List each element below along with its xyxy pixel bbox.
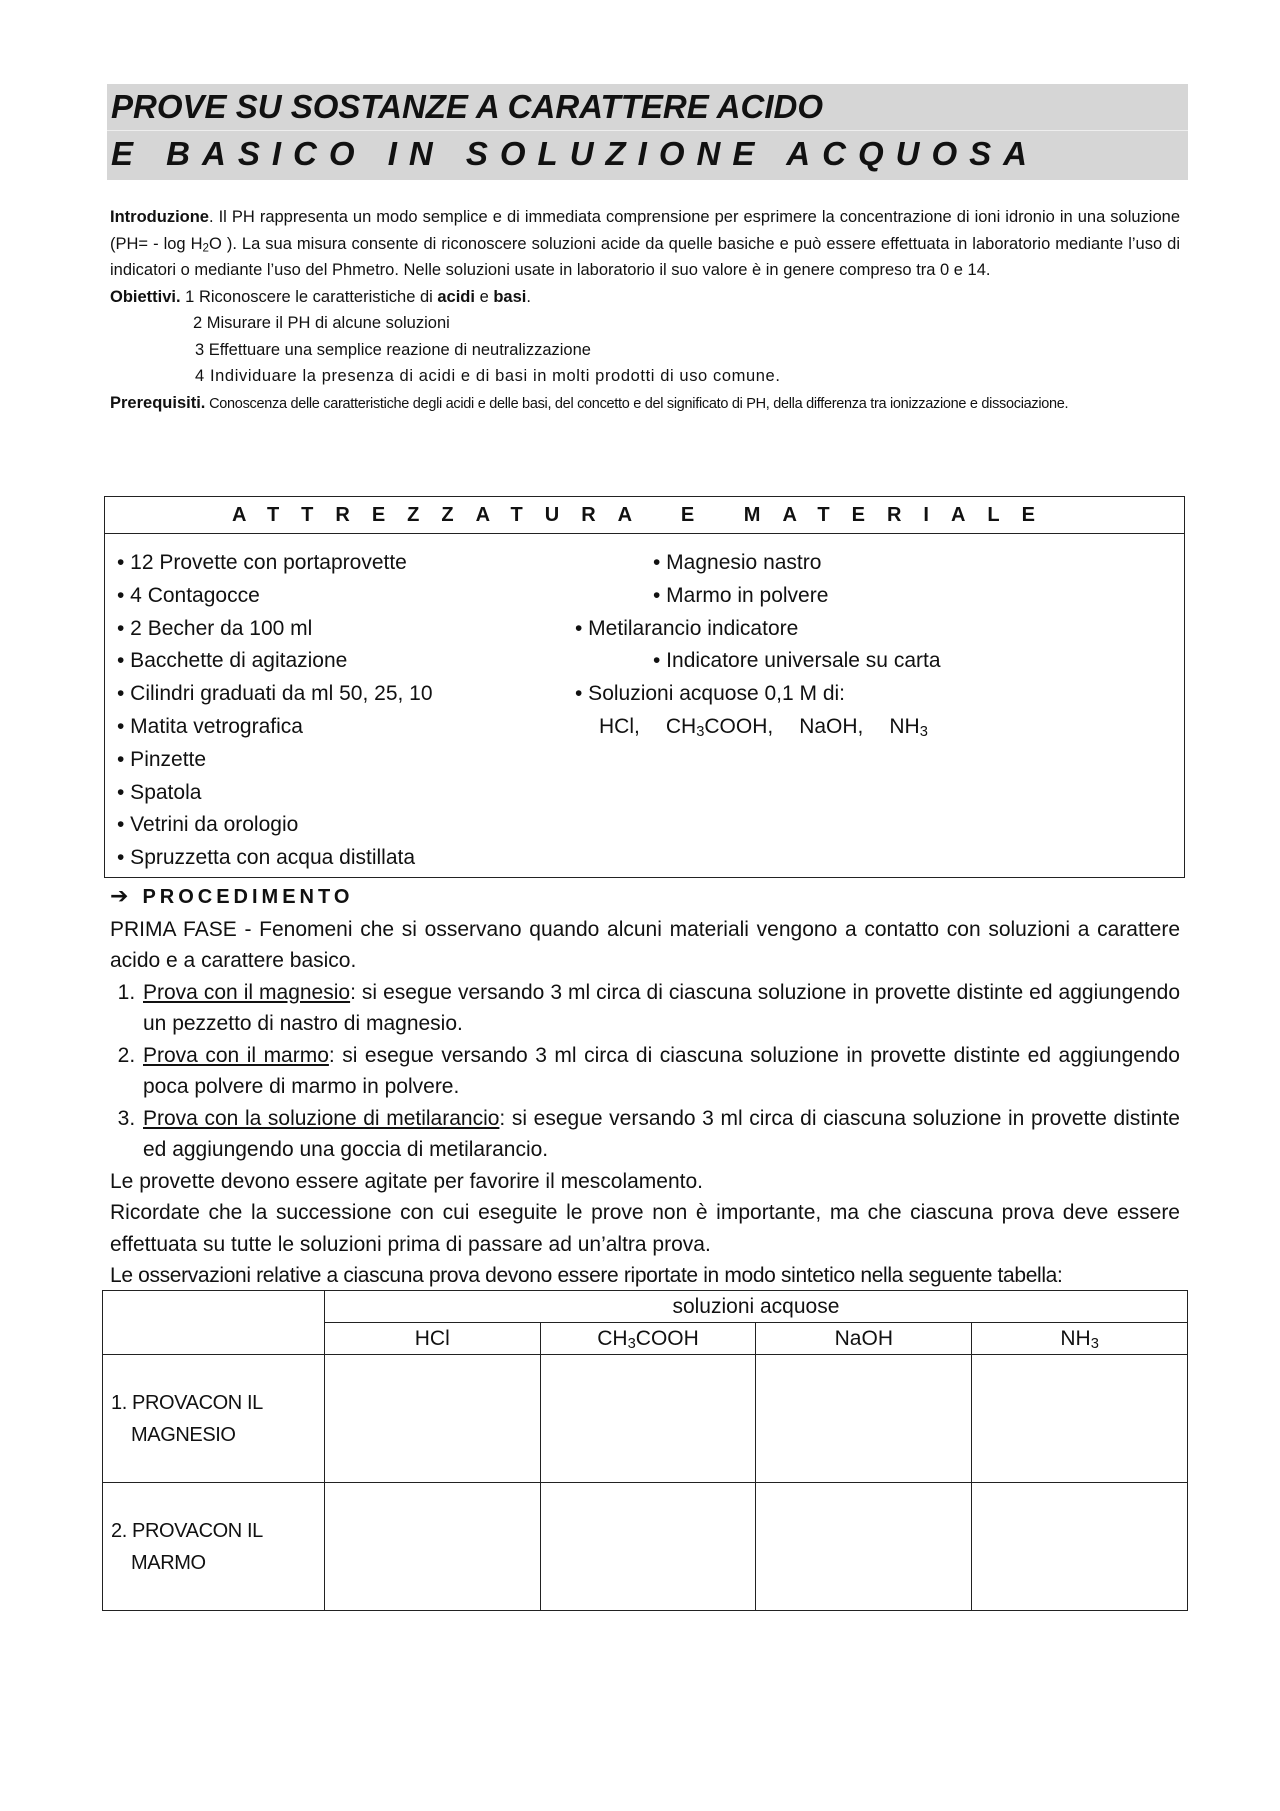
title-line-1: PROVE SU SOSTANZE A CARATTERE ACIDO — [111, 88, 823, 125]
table-col-ch3cooh: $CH_3COOH$ — [540, 1323, 756, 1355]
material-item: • Spruzzetta con acqua distillata — [117, 846, 416, 870]
material-item: • Metilarancio indicatore — [575, 616, 799, 640]
objectives-line-2: 2 Misurare il PH di alcune soluzioni — [193, 314, 450, 332]
objectives-line-4: 4 Individuare la presenza di acidi e di basi in molti prodotti di uso comune. — [195, 367, 781, 385]
solution-formulas — [575, 711, 954, 744]
table-col-hcl: HCl — [324, 1323, 540, 1355]
material-item: • Bacchette di agitazione — [117, 649, 348, 673]
procedure-section — [110, 880, 1180, 1292]
table-cell[interactable] — [540, 1483, 756, 1611]
title-line-2: E BASICO IN SOLUZIONE ACQUOSA — [107, 130, 1188, 177]
formula-ch3cooh: $CH_3COOH$, — [665, 714, 774, 740]
material-item: • Soluzioni acquose 0,1 M di: — [575, 682, 846, 706]
table-row — [103, 1355, 1188, 1483]
materials-box — [104, 496, 1185, 878]
material-item: • Magnesio nastro — [653, 551, 822, 574]
table-cell[interactable] — [324, 1355, 540, 1483]
material-item: • Indicatore universale su carta — [653, 649, 941, 673]
table-cell[interactable] — [756, 1355, 972, 1483]
procedure-note: Le provette devono essere agitate per favorire il mescolamento. — [110, 1169, 703, 1193]
objectives-line-1: Obiettivi. 1 Riconoscere le caratteristiche di acidi e basi. — [110, 287, 531, 306]
prereq-paragraph: Prerequisiti. Conoscenza delle caratteristiche degli acidi e delle basi, del concetto e del significato di PH, della differenza tra ionizzazione e dissociazione. — [110, 393, 1069, 412]
material-item: • 4 Contagocce — [117, 583, 260, 607]
material-item: • Cilindri graduati da ml 50, 25, 10 — [117, 682, 433, 706]
arrow-right-icon: ➔ — [110, 883, 129, 908]
table-cell[interactable] — [540, 1355, 756, 1483]
title-banner — [107, 84, 1188, 180]
material-item: • 12 Provette con portaprovette — [117, 551, 407, 574]
prereq-label: Prerequisiti. — [110, 393, 206, 412]
materials-right-column — [575, 547, 954, 744]
table-corner-cell — [103, 1291, 325, 1355]
procedure-note: Le osservazioni relative a ciascuna prova devono essere riportate in modo sintetico nella seguente tabella: — [110, 1264, 1063, 1287]
material-item: • Pinzette — [117, 747, 207, 771]
table-col-nh3: $NH_3$ — [972, 1323, 1188, 1355]
intro-section — [110, 204, 1180, 417]
material-item: • Marmo in polvere — [653, 583, 829, 607]
table-cell[interactable] — [756, 1483, 972, 1611]
procedure-step: 1. Prova con il magnesio: si esegue versando 3 ml circa di ciascuna soluzione in provette distinte ed aggiungendo un pezzetto di nastro di magnesio. — [141, 977, 1180, 1040]
material-item: • Spatola — [117, 780, 202, 804]
procedure-step: 2. Prova con il marmo: si esegue versando 3 ml circa di ciascuna soluzione in provette distinte ed aggiungendo poca polvere di marmo in polvere. — [141, 1040, 1180, 1103]
procedure-intro: PRIMA FASE - Fenomeni che si osservano quando alcuni materiali vengono a contatto con soluzioni a carattere acido e a carattere basico. — [110, 917, 1180, 972]
procedure-steps — [110, 977, 1180, 1166]
row-label: 2. PROVACON IL MARMO — [103, 1483, 325, 1611]
intro-paragraph: Introduzione. Il PH rappresenta un modo semplice e di immediata comprensione per esprimere la concentrazione di ioni idronio in una soluzione ($PH= - \log H_2O$ ). La sua misura consente di riconoscere soluzioni acide da quelle basiche e può essere effettuata in laboratorio mediante l’uso di indicatori o mediante l’uso del Phmetro. Nelle soluzioni usate in laboratorio il suo valore è in genere compreso tra 0 e 14. — [110, 208, 1180, 279]
table-cell[interactable] — [972, 1483, 1188, 1611]
procedure-header: ➔ PROCEDIMENTO — [110, 883, 354, 908]
table-row — [103, 1483, 1188, 1611]
table-group-header: soluzioni acquose — [324, 1291, 1187, 1323]
table-cell[interactable] — [972, 1355, 1188, 1483]
table-col-naoh: NaOH — [756, 1323, 972, 1355]
observations-table — [102, 1290, 1188, 1611]
procedure-note: Ricordate che la successione con cui eseguite le prove non è importante, ma che ciascuna prova deve essere effettuata su tutte le soluzioni prima di passare ad un’altra prova. — [110, 1201, 1180, 1256]
objectives-label: Obiettivi. — [110, 287, 181, 306]
row-label: 1. PROVACON IL MAGNESIO — [103, 1355, 325, 1483]
objectives-line-3: 3 Effettuare una semplice reazione di neutralizzazione — [195, 340, 591, 359]
procedure-step: 3. Prova con la soluzione di metilarancio: si esegue versando 3 ml circa di ciascuna soluzione in provette distinte ed aggiungendo una goccia di metilarancio. — [141, 1103, 1180, 1166]
formula-naoh: NaOH, — [799, 714, 864, 738]
material-item: • Vetrini da orologio — [117, 813, 299, 837]
table-cell[interactable] — [324, 1483, 540, 1611]
material-item: • Matita vetrografica — [117, 714, 303, 738]
formula-nh3: $NH_3$ — [889, 714, 928, 740]
materials-header: ATTREZZATURA E MATERIALE — [105, 497, 1184, 534]
materials-left-column — [117, 547, 433, 875]
material-item: • 2 Becher da 100 ml — [117, 616, 313, 640]
intro-label: Introduzione — [110, 208, 209, 226]
formula-hcl: HCl, — [599, 714, 640, 738]
